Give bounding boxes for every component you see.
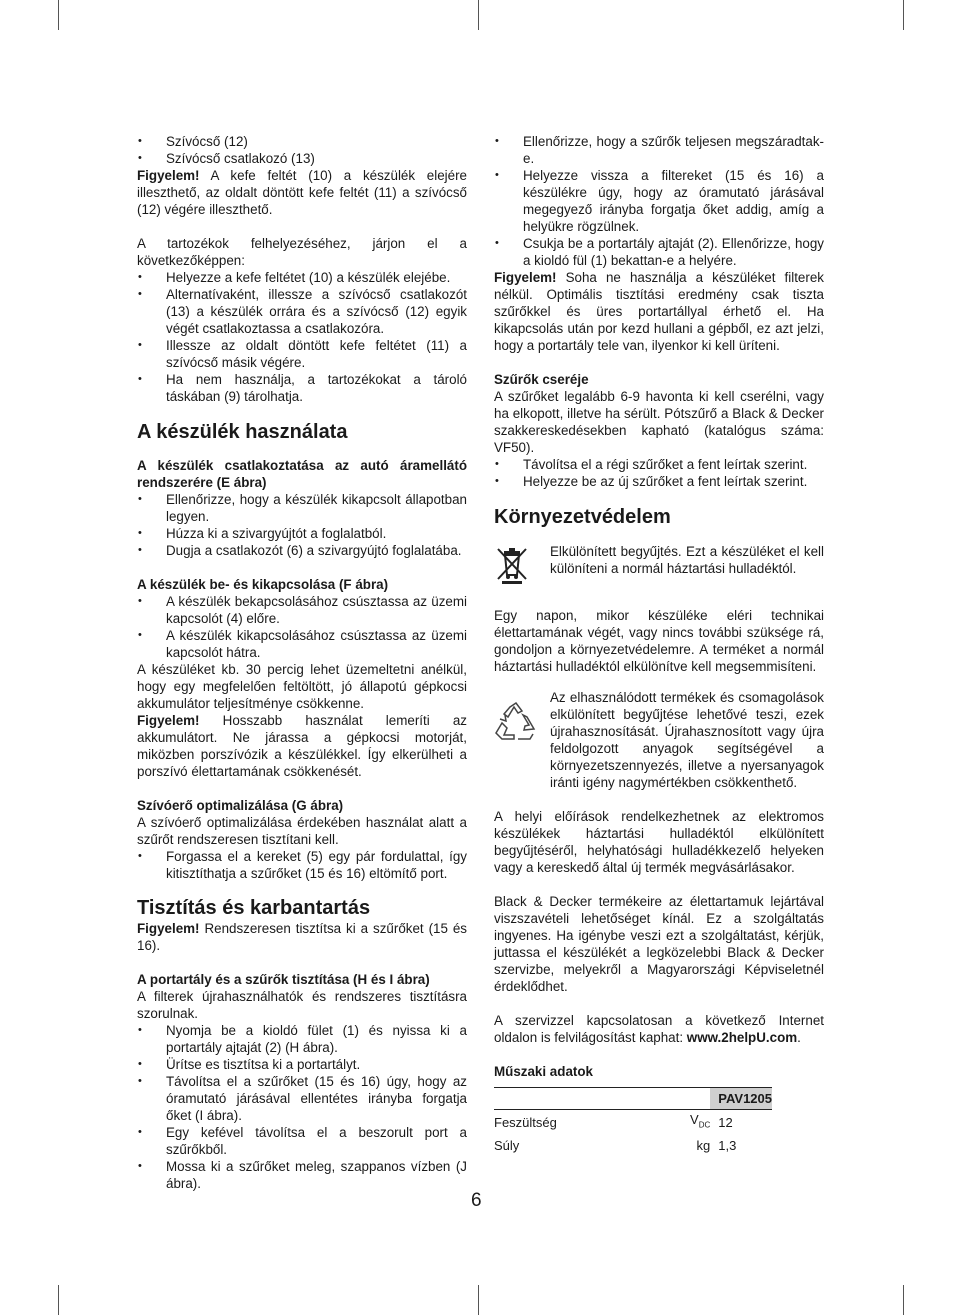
warning-text: A kefe feltét (10) a készülék elejére illeszthető, az oldalt döntött kefe feltét (11) a szívócső (12) végére illeszthető.: [137, 168, 467, 217]
spec-header-row: [494, 1088, 772, 1110]
warning-paragraph: [137, 920, 467, 954]
website-link[interactable]: www.2helpU.com: [686, 1030, 798, 1045]
warning-label: Figyelem!: [494, 270, 557, 285]
spec-value: 12: [718, 1114, 733, 1130]
bullet-list: [137, 269, 467, 405]
paragraph-end: .: [797, 1030, 801, 1045]
subheading: Szűrők cseréje: [494, 372, 589, 387]
list-item: • Forgassa el a kereket (5) egy pár fordulattal, így kitisztíthatja a szűrőket (15 és 16) eltömítő port.: [137, 848, 467, 882]
warning-paragraph: [137, 167, 467, 218]
crossed-bin-icon: [494, 545, 530, 589]
paragraph-text: A szervizzel kapcsolatosan a következő Internet oldalon is felvilágosítást kaphat:: [494, 1013, 824, 1045]
section-heading: Tisztítás és karbantartás: [137, 897, 371, 919]
paragraph: A tartozékok felhelyezéséhez, járjon el a következőképpen:: [137, 236, 467, 268]
subheading: A készülék csatlakoztatása az autó áramellátó rendszerére (E ábra): [137, 458, 467, 490]
list-item: • A készülék bekapcsolásához csúsztassa az üzemi kapcsolót (4) előre.: [137, 593, 467, 627]
crop-mark: [58, 0, 59, 30]
spec-table: [494, 1087, 772, 1156]
subheading: A készülék be- és kikapcsolása (F ábra): [137, 577, 389, 592]
paragraph: [494, 1012, 824, 1046]
warning-text: Soha ne használja a készüléket filterek nélkül. Optimális tisztítási eredmény csak tiszta szűrőkkel és üres portartállyal érhető el. Ha kikapcsolás után por kezd hullani a gépből, ez azt jelzi, hogy a portartály tele van, ilyenkor ki kell üríteni.: [494, 270, 824, 353]
left-column: [137, 133, 467, 1192]
unit-sub: DC: [698, 1120, 711, 1130]
paragraph: Az elhasználódott termékek és csomagolások elkülönített begyűjtése lehetővé teszi, ezek újrahasznosítását. Újrahasznosított vagy újra feldolgozott anyagok segítségével a környezetszennyezés, illetve a nyersanyagok iránti igény nagymértékben csökkenthető.: [550, 690, 824, 790]
paragraph: A helyi előírások rendelkezhetnek az elektromos készülékek háztartási hulladéktól elkülönített begyűjtéséről, helyhatósági hulladékkezelő helyeken vagy a kereskedő által új termék megvásárlásakor.: [494, 809, 824, 875]
list-item: • Csukja be a portartály ajtaját (2). Ellenőrizze, hogy a kioldó fül (1) bekattan-e a helyére.: [494, 235, 824, 269]
list-item: • Helyezze be az új szűrőket a fent leírtak szerint.: [494, 473, 824, 490]
list-item: • Ürítse es tisztítsa ki a portartályt.: [137, 1056, 467, 1073]
list-item: • Szívócső csatlakozó (13): [137, 150, 467, 167]
page-number: 6: [471, 1190, 482, 1211]
list-item: • Távolítsa el a régi szűrőket a fent leírtak szerint.: [494, 456, 824, 473]
unit-main: kg: [696, 1137, 711, 1153]
paragraph: A filterek újrahasználhatók és rendszeres tisztításra szorulnak.: [137, 989, 467, 1021]
subheading: Szívóerő optimalizálása (G ábra): [137, 798, 344, 813]
crop-mark: [478, 0, 479, 30]
list-item: • Illessze az oldalt döntött kefe feltétet (11) a szívócső másik végére.: [137, 337, 467, 371]
warning-text: Hosszabb használat lemeríti az akkumulátort. Ne járassa a gépkocsi motorját, miközben porszívózik a készülékkel. Így elkerülheti a porszívó élettartamának csökkenését.: [137, 713, 467, 779]
crop-mark: [903, 1285, 904, 1315]
spec-header-empty: [661, 1088, 710, 1110]
subheading: A portartály és a szűrők tisztítása (H és I ábra): [137, 972, 430, 987]
section-heading: Környezetvédelem: [494, 506, 671, 528]
warning-label: Figyelem!: [137, 921, 200, 936]
warning-paragraph: [137, 712, 467, 780]
list-item: • Egy kefével távolítsa el a beszorult port a szűrőkből.: [137, 1124, 467, 1158]
paragraph: A szűrőket legalább 6-9 havonta ki kell cserélni, vagy ha elkopott, illetve ha sérült. Pótszűrő a Black & Decker szakkereskedésekben kapható (katalógus száma: VF50).: [494, 389, 824, 455]
crop-mark: [58, 1285, 59, 1315]
list-item: • Ellenőrizze, hogy a szűrők teljesen megszáradtak-e.: [494, 133, 824, 167]
list-item: • Távolítsa el a szűrőket (15 és 16) úgy, hogy az óramutató járásával ellentétes irányba forgatja őket (I ábra).: [137, 1073, 467, 1124]
crop-mark: [903, 0, 904, 30]
list-item: • A készülék kikapcsolásához csúsztassa az üzemi kapcsolót hátra.: [137, 627, 467, 661]
paragraph: Egy napon, mikor készüléke eléri technikai élettartamának végét, vagy nincs további szüksége rá, gondoljon a környezetvédelemre. A terméket a normál háztartási hulladéktól elkülönítve kell megsemmisíteni.: [494, 608, 824, 674]
list-item: • Húzza ki a szivargyújtót a foglalatból.: [137, 525, 467, 542]
bullet-list: [137, 491, 467, 559]
paragraph: A szívóerő optimalizálása érdekében használat alatt a szűrőt rendszeresen tisztítani kell.: [137, 815, 467, 847]
list-item: • Dugja a csatlakozót (6) a szivargyújtó foglalatába.: [137, 542, 467, 559]
paragraph: Elkülönített begyűjtés. Ezt a készüléket el kell különíteni a normál háztartási hulladéktól.: [550, 544, 824, 576]
spec-unit: [661, 1135, 710, 1156]
list-item: • Nyomja be a kioldó fület (1) és nyissa ki a portartály ajtaját (2) (H ábra).: [137, 1022, 467, 1056]
spec-label: Súly: [494, 1137, 520, 1153]
list-item: • Szívócső (12): [137, 133, 467, 150]
list-item: • Mossa ki a szűrőket meleg, szappanos vízben (J ábra).: [137, 1158, 467, 1192]
recycle-icon: [494, 701, 538, 747]
list-item: • Helyezze a kefe feltétet (10) a készülék elejébe.: [137, 269, 467, 286]
spec-value: 1,3: [718, 1137, 737, 1153]
spec-row: [494, 1135, 772, 1156]
list-item: • Alternatívaként, illessze a szívócső csatlakozót (13) a készülék orrára és a szívócső (12) egyik végét csatlakoztassa a csatlakozóra.: [137, 286, 467, 337]
recycle-block: [494, 689, 824, 791]
unit-main: V: [690, 1112, 699, 1127]
warning-paragraph: [494, 269, 824, 354]
warning-label: Figyelem!: [137, 168, 200, 183]
paragraph: Black & Decker termékeire az élettartamuk lejártával viszszavételi lehetőséget kínál. Ez a szolgáltatás ingyenes. Ha igénybe veszi ezt a szolgáltatást, kérjük, juttassa el készülékét a legközelebbi Black & Decker szervizbe, melyekről a Magyarországi Képviseletnél érdeklődhet.: [494, 894, 824, 994]
list-item: • Ellenőrizze, hogy a készülék kikapcsolt állapotban legyen.: [137, 491, 467, 525]
crop-mark: [478, 1285, 479, 1315]
list-item: • Ha nem használja, a tartozékokat a tároló táskában (9) tárolhatja.: [137, 371, 467, 405]
spec-label: Feszültség: [494, 1114, 557, 1130]
spec-model: PAV1205: [710, 1088, 772, 1110]
right-column: [494, 133, 824, 1156]
bullet-list: [137, 593, 467, 661]
bullet-list: [494, 456, 824, 490]
spec-row: [494, 1110, 772, 1135]
bullet-list: [137, 848, 467, 882]
warning-label: Figyelem!: [137, 713, 200, 728]
bullet-list: [137, 133, 467, 167]
warning-text: Rendszeresen tisztítsa ki a szűrőket (15 és 16).: [137, 921, 467, 953]
section-heading: A készülék használata: [137, 421, 348, 443]
bullet-list: [494, 133, 824, 269]
list-item: • Helyezze vissza a filtereket (15 és 16) a készülékre úgy, hogy az óramutató járásával megegyező irányba forgatja őket addig, amíg a helyükre rögzülnek.: [494, 167, 824, 235]
subheading: Műszaki adatok: [494, 1064, 593, 1079]
weee-block: [494, 543, 824, 577]
paragraph: A készüléket kb. 30 percig lehet üzemeltetni anélkül, hogy egy megfelelően feltöltött, jó állapotú gépkocsi akkumulátor teljesítménye csökkenne.: [137, 662, 467, 711]
bullet-list: [137, 1022, 467, 1192]
spec-header-empty: [494, 1088, 661, 1110]
spec-unit: [661, 1110, 710, 1135]
